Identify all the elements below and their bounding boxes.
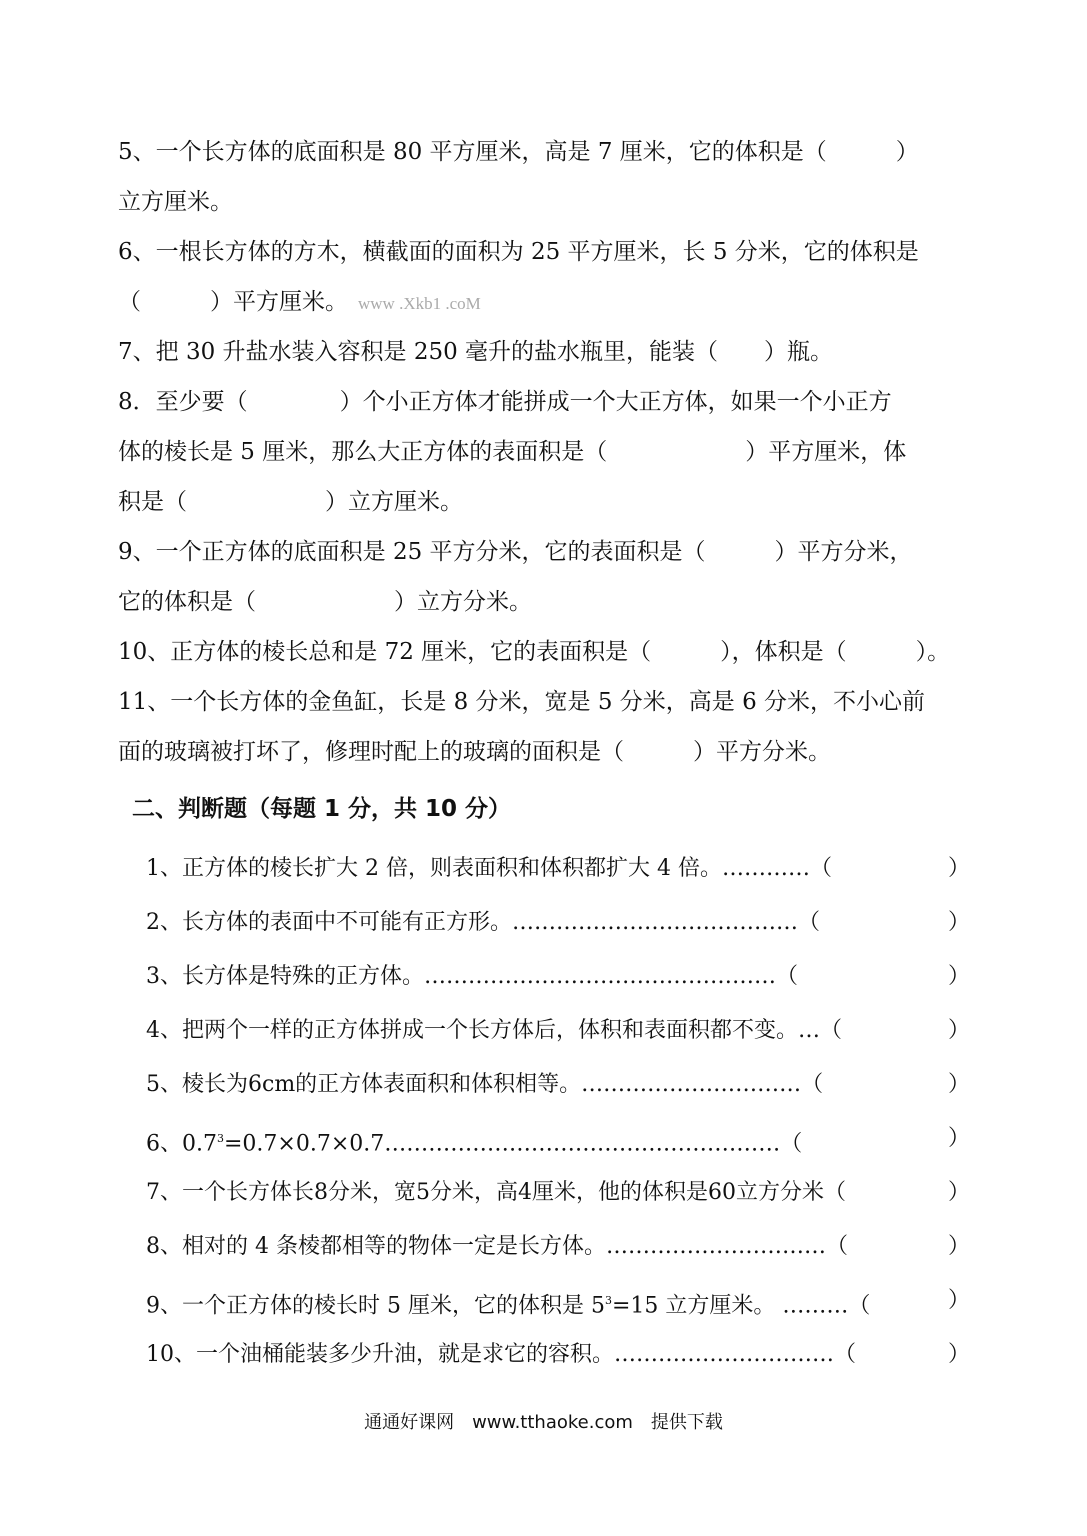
judgment-text: 9、一个正方体的棱长时 5 厘米，它的体积是 $5^3=15$ 立方厘米。 ………（ [146, 1293, 871, 1319]
judgment-text: 1、正方体的棱长扩大 2 倍，则表面积和体积都扩大 4 倍。…………（ [146, 856, 832, 881]
judgment-item [146, 1286, 970, 1319]
fill-in-line: 它的体积是（ ）立方分米。 [118, 589, 532, 615]
fill-in-line: 8．至少要（ ）个小正方体才能拼成一个大正方体，如果一个小正方 [118, 389, 892, 415]
judgment-item [146, 1016, 970, 1046]
page-footer: 通通好课网 www.tthaoke.com 提供下载 [364, 1412, 723, 1433]
fill-in-line: 9、一个正方体的底面积是 25 平方分米，它的表面积是（ ）平方分米， [118, 539, 913, 565]
answer-paren-close: ） [947, 964, 970, 989]
fill-in-line: 6、一根长方体的方木，横截面的面积为 25 平方厘米，长 5 分米，它的体积是 [118, 239, 919, 265]
judgment-text: 3、长方体是特殊的正方体。…………………………………………（ [146, 964, 798, 989]
judgment-item [146, 854, 970, 884]
judgment-item [146, 1340, 970, 1370]
answer-paren-close: ） [947, 1180, 970, 1205]
judgment-text: 6、$0.7^3=0.7\times 0.7\times 0.7\dots\dots\dots\dots\dots\dots\dots\dots\dots\dots\dots\dots\dots\dots\dots\dots\dots\dots$（ [146, 1131, 803, 1157]
judgment-text: 2、长方体的表面中不可能有正方形。…………………………………（ [146, 910, 820, 935]
fill-in-line [118, 288, 481, 318]
answer-paren-close: ） [947, 1126, 970, 1151]
fill-in-line: 积是（ ）立方厘米。 [118, 489, 463, 515]
answer-paren-close: ） [947, 1288, 970, 1313]
fill-in-text: （ ）平方厘米。 [118, 289, 348, 315]
judgment-text: 4、把两个一样的正方体拼成一个长方体后，体积和表面积都不变。…（ [146, 1018, 842, 1043]
superscript: 3 [217, 1132, 224, 1145]
judgment-text: 8、相对的 4 条棱都相等的物体一定是长方体。…………………………（ [146, 1234, 848, 1259]
answer-paren-close: ） [947, 1018, 970, 1043]
judgment-text: 10、一个油桶能装多少升油，就是求它的容积。…………………………（ [146, 1342, 856, 1367]
judgment-item [146, 1124, 970, 1157]
judgment-item [146, 1232, 970, 1262]
watermark: www .Xkb1 .coM [358, 294, 481, 313]
judgment-item [146, 1178, 970, 1208]
judgment-item [146, 908, 970, 938]
fill-in-line: 面的玻璃被打坏了，修理时配上的玻璃的面积是（ ）平方分米。 [118, 739, 831, 765]
judgment-text: 5、棱长为6cm的正方体表面积和体积相等。…………………………（ [146, 1072, 824, 1097]
judgment-text: 7、一个长方体长8分米，宽5分米，高4厘米，他的体积是60立方分米（ [146, 1180, 846, 1205]
answer-paren-close: ） [947, 1234, 970, 1259]
answer-paren-close: ） [947, 856, 970, 881]
answer-paren-close: ） [947, 910, 970, 935]
superscript: 3 [604, 1294, 612, 1307]
judgment-item [146, 962, 970, 992]
answer-paren-close: ） [947, 1072, 970, 1097]
fill-in-line: 10、正方体的棱长总和是 72 厘米，它的表面积是（ ），体积是（ ）。 [118, 639, 951, 665]
fill-in-line: 11、一个长方体的金鱼缸，长是 8 分米，宽是 5 分米，高是 6 分米，不小心前 [118, 689, 926, 715]
fill-in-line: 7、把 30 升盐水装入容积是 250 毫升的盐水瓶里，能装（ ）瓶。 [118, 339, 834, 365]
fill-in-line: 体的棱长是 5 厘米，那么大正方体的表面积是（ ）平方厘米，体 [118, 439, 907, 465]
fill-in-line: 立方厘米。 [118, 189, 233, 215]
judgment-item [146, 1070, 970, 1100]
fill-in-line: 5、一个长方体的底面积是 80 平方厘米，高是 7 厘米，它的体积是（ ） [118, 139, 919, 165]
answer-paren-close: ） [947, 1342, 970, 1367]
section-heading: 二、判断题（每题 1 分，共 10 分） [132, 796, 512, 822]
